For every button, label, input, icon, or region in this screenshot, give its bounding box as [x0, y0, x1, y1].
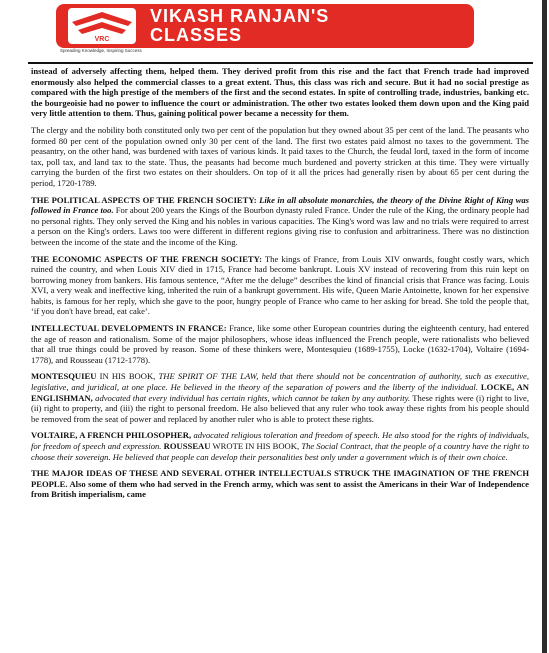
paragraph-land-and-taxes: The clergy and the nobility both constituted only two per cent of the population but they owned about 35 per cent of the land. The peasants who formed 80 per cent of the population owned only 30 per cent of the land. The first two estates paid almost no taxes to the government. The peasantry, on the other hand, was burdened with taxes of various kinds. It paid taxes to the Church, the feudal lord, taxed in the form of income tax, poll tax, and land tax to the state. Thus, the peasants had become much burdened and poverty stricken at this time. They were virtually carrying the burden of the first two estates on their shoulders. On top of it all the prices had generally risen by about 65 per cent during the period, 1720-1789.: [31, 124, 529, 188]
rousseau-italic: The Social Contract, that the people of a country have the right to choose their sovereign. He believed that people can develop their personalities best only under a government which is of their own choice.: [31, 441, 529, 462]
voltaire-italic: advocated religious toleration and freedom of speech. He also stood for the rights of individuals, for freedom of speech and expression.: [31, 430, 530, 451]
locke-body: These rights were (i) right to live, (ii) right to property, and (iii) the right to personal freedom. He also believed that any ruler who took away these rights from his people should be removed from the seat of power and replaced by another ruler who is able to protect these rights.: [31, 392, 529, 424]
vrc-logo: [68, 8, 136, 44]
heading-montesquieu: MONTESQUIEU: [31, 371, 97, 382]
heading-political-aspects: THE POLITICAL ASPECTS OF THE FRENCH SOCIETY:: [31, 194, 257, 205]
paragraph-intellectual-developments: [31, 323, 529, 365]
heading-intellectual: INTELLECTUAL DEVELOPMENTS IN FRANCE:: [31, 323, 227, 334]
paragraph-bourgeoisie: instead of adversely affecting them, helped them. They derived profit from this rise and the fact that French trade had improved enormously also helped the commercial classes to a great extent. Thus, this class was rich and secure. But it had no social prestige as compared with the high prestige of the members of the first and the second estates. In spite of controlling trade, industries, banking etc. the bourgeoisie had no power to influence the court or administration. The other two estates looked them down upon and the King paid very little attention to them. Thus, gaining political power became a necessity for them.: [31, 66, 529, 119]
montesquieu-mid: IN HIS BOOK,: [96, 371, 159, 382]
paragraph-montesquieu-locke: [31, 371, 529, 424]
political-lead: Like in all absolute monarchies, the theory of the Divine Right of King was followed in France too.: [31, 194, 529, 216]
paragraph-political-aspects: [31, 195, 529, 248]
paragraph-major-ideas: THE MAJOR IDEAS OF THESE AND SEVERAL OTHER INTELLECTUALS STRUCK THE IMAGINATION OF THE FRENCH PEOPLE. Also some of them who had served in the French army, which was sent to assist the Americans in their War of Independence from British imperialism, came: [31, 468, 529, 500]
montesquieu-italic: THE SPIRIT OF THE LAW, held that there should not be concentration of authority, such as executive, legislative, and juridical, at one place. He believed in the theory of the separation of powers and the liberty of the individual.: [31, 371, 529, 393]
heading-locke: LOCKE, AN ENGLISHMAN,: [31, 382, 529, 403]
political-body: For about 200 years the Kings of the Bourbon dynasty ruled France. Under the rule of the King, the ordinary people had no personal rights. They only served the King and his nobles in various capacities. The King's word was law and no trials were required to arrest a person on the King's orders. Laws too were different in different regions giving rise to confusion and arbitrariness. There was no distinction between the income of the state and the income of the King.: [31, 205, 529, 247]
brand-title-line1: VIKASH RANJAN'S: [150, 6, 330, 26]
page-edge-bar: [542, 0, 547, 653]
intellectual-body: France, like some other European countries during the eighteenth century, had entered the age of reason and rationalism. Some of the major philosophers, whose ideas influenced the French people, were rationalists who believed that all true things could be proved by reason. Some of these thinkers were, Montesquieu (1689-1755), Locke (1632-1704), Voltaire (1694-1778), and Rousseau (1712-1778).: [31, 323, 529, 365]
document-body: [31, 66, 529, 506]
heading-economic-aspects: THE ECONOMIC ASPECTS OF THE FRENCH SOCIETY:: [31, 253, 262, 264]
economic-body: The kings of France, from Louis XIV onwards, fought costly wars, which ruined the country, and when Louis XIV died in 1715, France had become bankrupt. Louis XV instead of recovering from this ruin kept on borrowing money from bankers. His famous sentence, “After me the deluge” describes the kind of financial crisis that France was facing. Louis XVI, a very weak and ineffective king, inherited the ruin of a bankrupt government. His wife, Queen Marie Antoinette, known for her expensive habits, is famous for her reply, which she gave to the poor, hungry people of France who came to her asking for bread. She told the people that, ‘if you don't have bread, eat cake’.: [31, 253, 529, 317]
header-banner: [56, 4, 474, 58]
heading-voltaire: VOLTAIRE, A FRENCH PHILOSOPHER,: [31, 430, 192, 441]
brand-title-line2: CLASSES: [150, 25, 243, 45]
heading-rousseau: ROUSSEAU: [161, 441, 211, 451]
locke-italic: advocated that every individual has certain rights, which cannot be taken by any authority.: [92, 392, 411, 403]
brand-tagline: Spreading Knowledge, Inspiring Success: [60, 48, 142, 53]
header-rule: [28, 62, 533, 64]
brand-banner: [56, 4, 474, 48]
logo-text: VRC: [94, 36, 110, 43]
paragraph-economic-aspects: [31, 254, 529, 318]
logo-chevron-icon: [68, 8, 136, 44]
brand-title: [150, 7, 329, 45]
rousseau-mid: WROTE IN HIS BOOK,: [210, 441, 302, 451]
paragraph-voltaire-rousseau: [31, 430, 529, 462]
